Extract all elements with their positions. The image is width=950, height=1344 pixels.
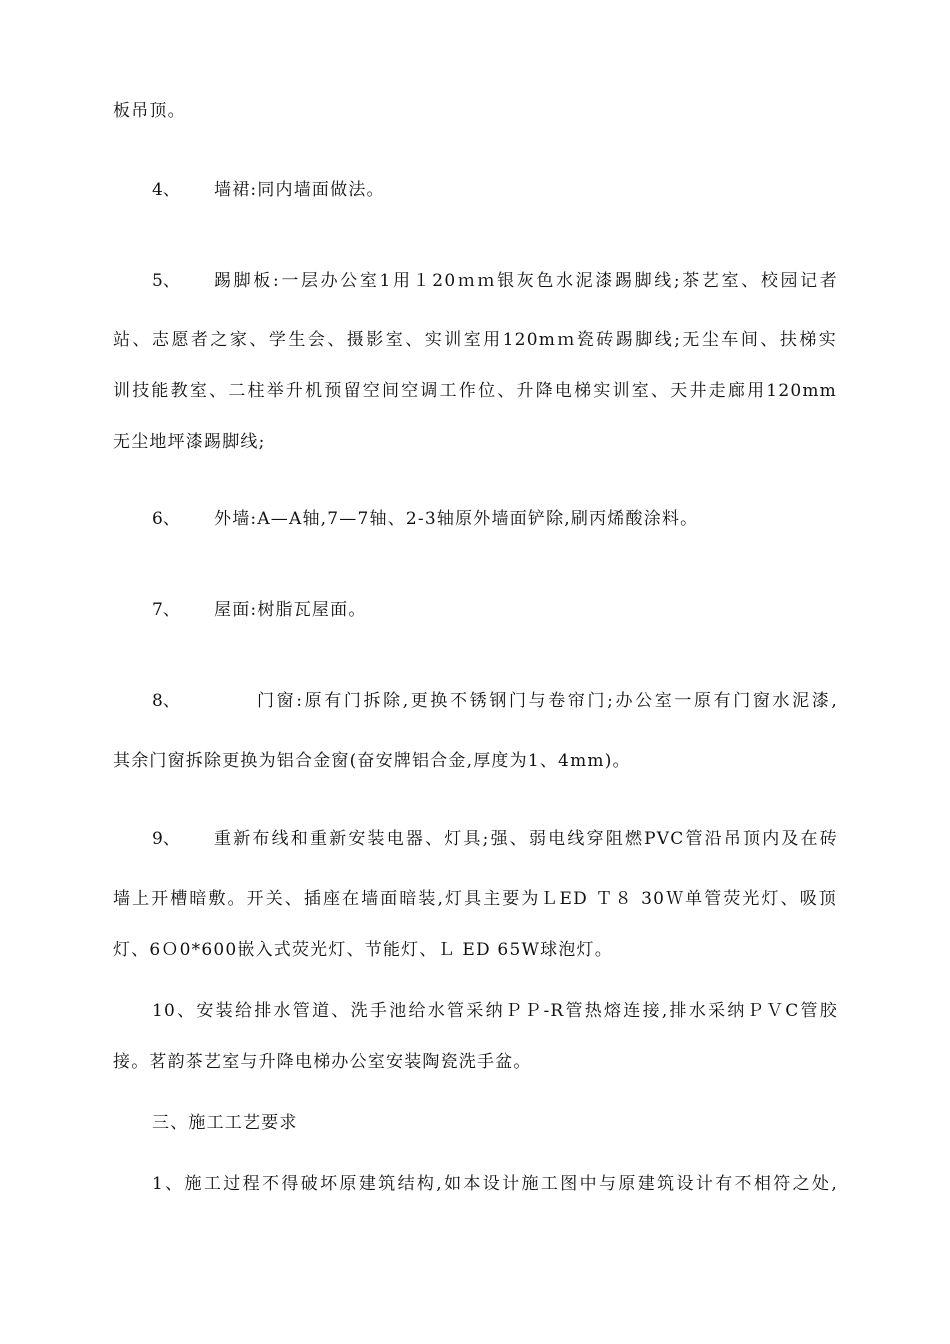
item-text: 接。茗韵茶艺室与升降电梯办公室安装陶瓷洗手盆。 [113,1052,532,1072]
item-text: 其余门窗拆除更换为铝合金窗(奋安牌铝合金,厚度为1、4mm)。 [113,751,631,771]
item-text: 无尘地坪漆踢脚线; [113,432,266,452]
item-text: 外墙:A—A轴,7—7轴、2-3轴原外墙面铲除,刷丙烯酸涂料。 [214,509,699,529]
item-number: 7、 [152,600,180,620]
item-text: 灯、6Ｏ0*600嵌入式荧光灯、节能灯、Ｌ ED 65W球泡灯。 [113,940,613,960]
item-text: 重新布线和重新安装电器、灯具;强、弱电线穿阻燃PVC管沿吊顶内及在砖 [214,829,838,849]
item-text: 站、志愿者之家、学生会、摄影室、实训室用120mｍ瓷砖踢脚线;无尘车间、扶梯实 [113,330,837,350]
item-text: 墙上开槽暗敷。开关、插座在墙面暗装,灯具主要为ＬED Ｔ８ 30Ｗ单管荧光灯、吸顶 [113,889,837,909]
item-text: 墙裙:同内墙面做法。 [214,180,385,200]
item-number: 9、 [152,829,180,849]
item-number: 5、 [152,271,180,291]
item-number: 4、 [152,180,180,200]
item-text: 屋面:树脂瓦屋面。 [214,600,367,620]
section-heading: 三、施工工艺要求 [152,1113,298,1133]
paragraph-line: 板吊顶。 [113,101,186,121]
item-number: 6、 [152,509,180,529]
item-text: 踢脚板:一层办公室1用１20ｍｍ银灰色水泥漆踢脚线;茶艺室、校园记者 [214,271,838,291]
item-text: 1、施工过程不得破坏原建筑结构,如本设计施工图中与原建筑设计有不相符之处, [152,1174,838,1194]
item-text: 10、安装给排水管道、洗手池给水管采纳ＰＰ-R管热熔连接,排水采纳ＰＶC管胶 [152,1001,838,1021]
item-text: 训技能教室、二柱举升机预留空间空调工作位、升降电梯实训室、天井走廊用120mm [113,381,837,401]
item-text: 门窗:原有门拆除,更换不锈钢门与卷帘门;办公室一原有门窗水泥漆, [257,691,838,711]
item-number: 8、 [152,691,180,711]
